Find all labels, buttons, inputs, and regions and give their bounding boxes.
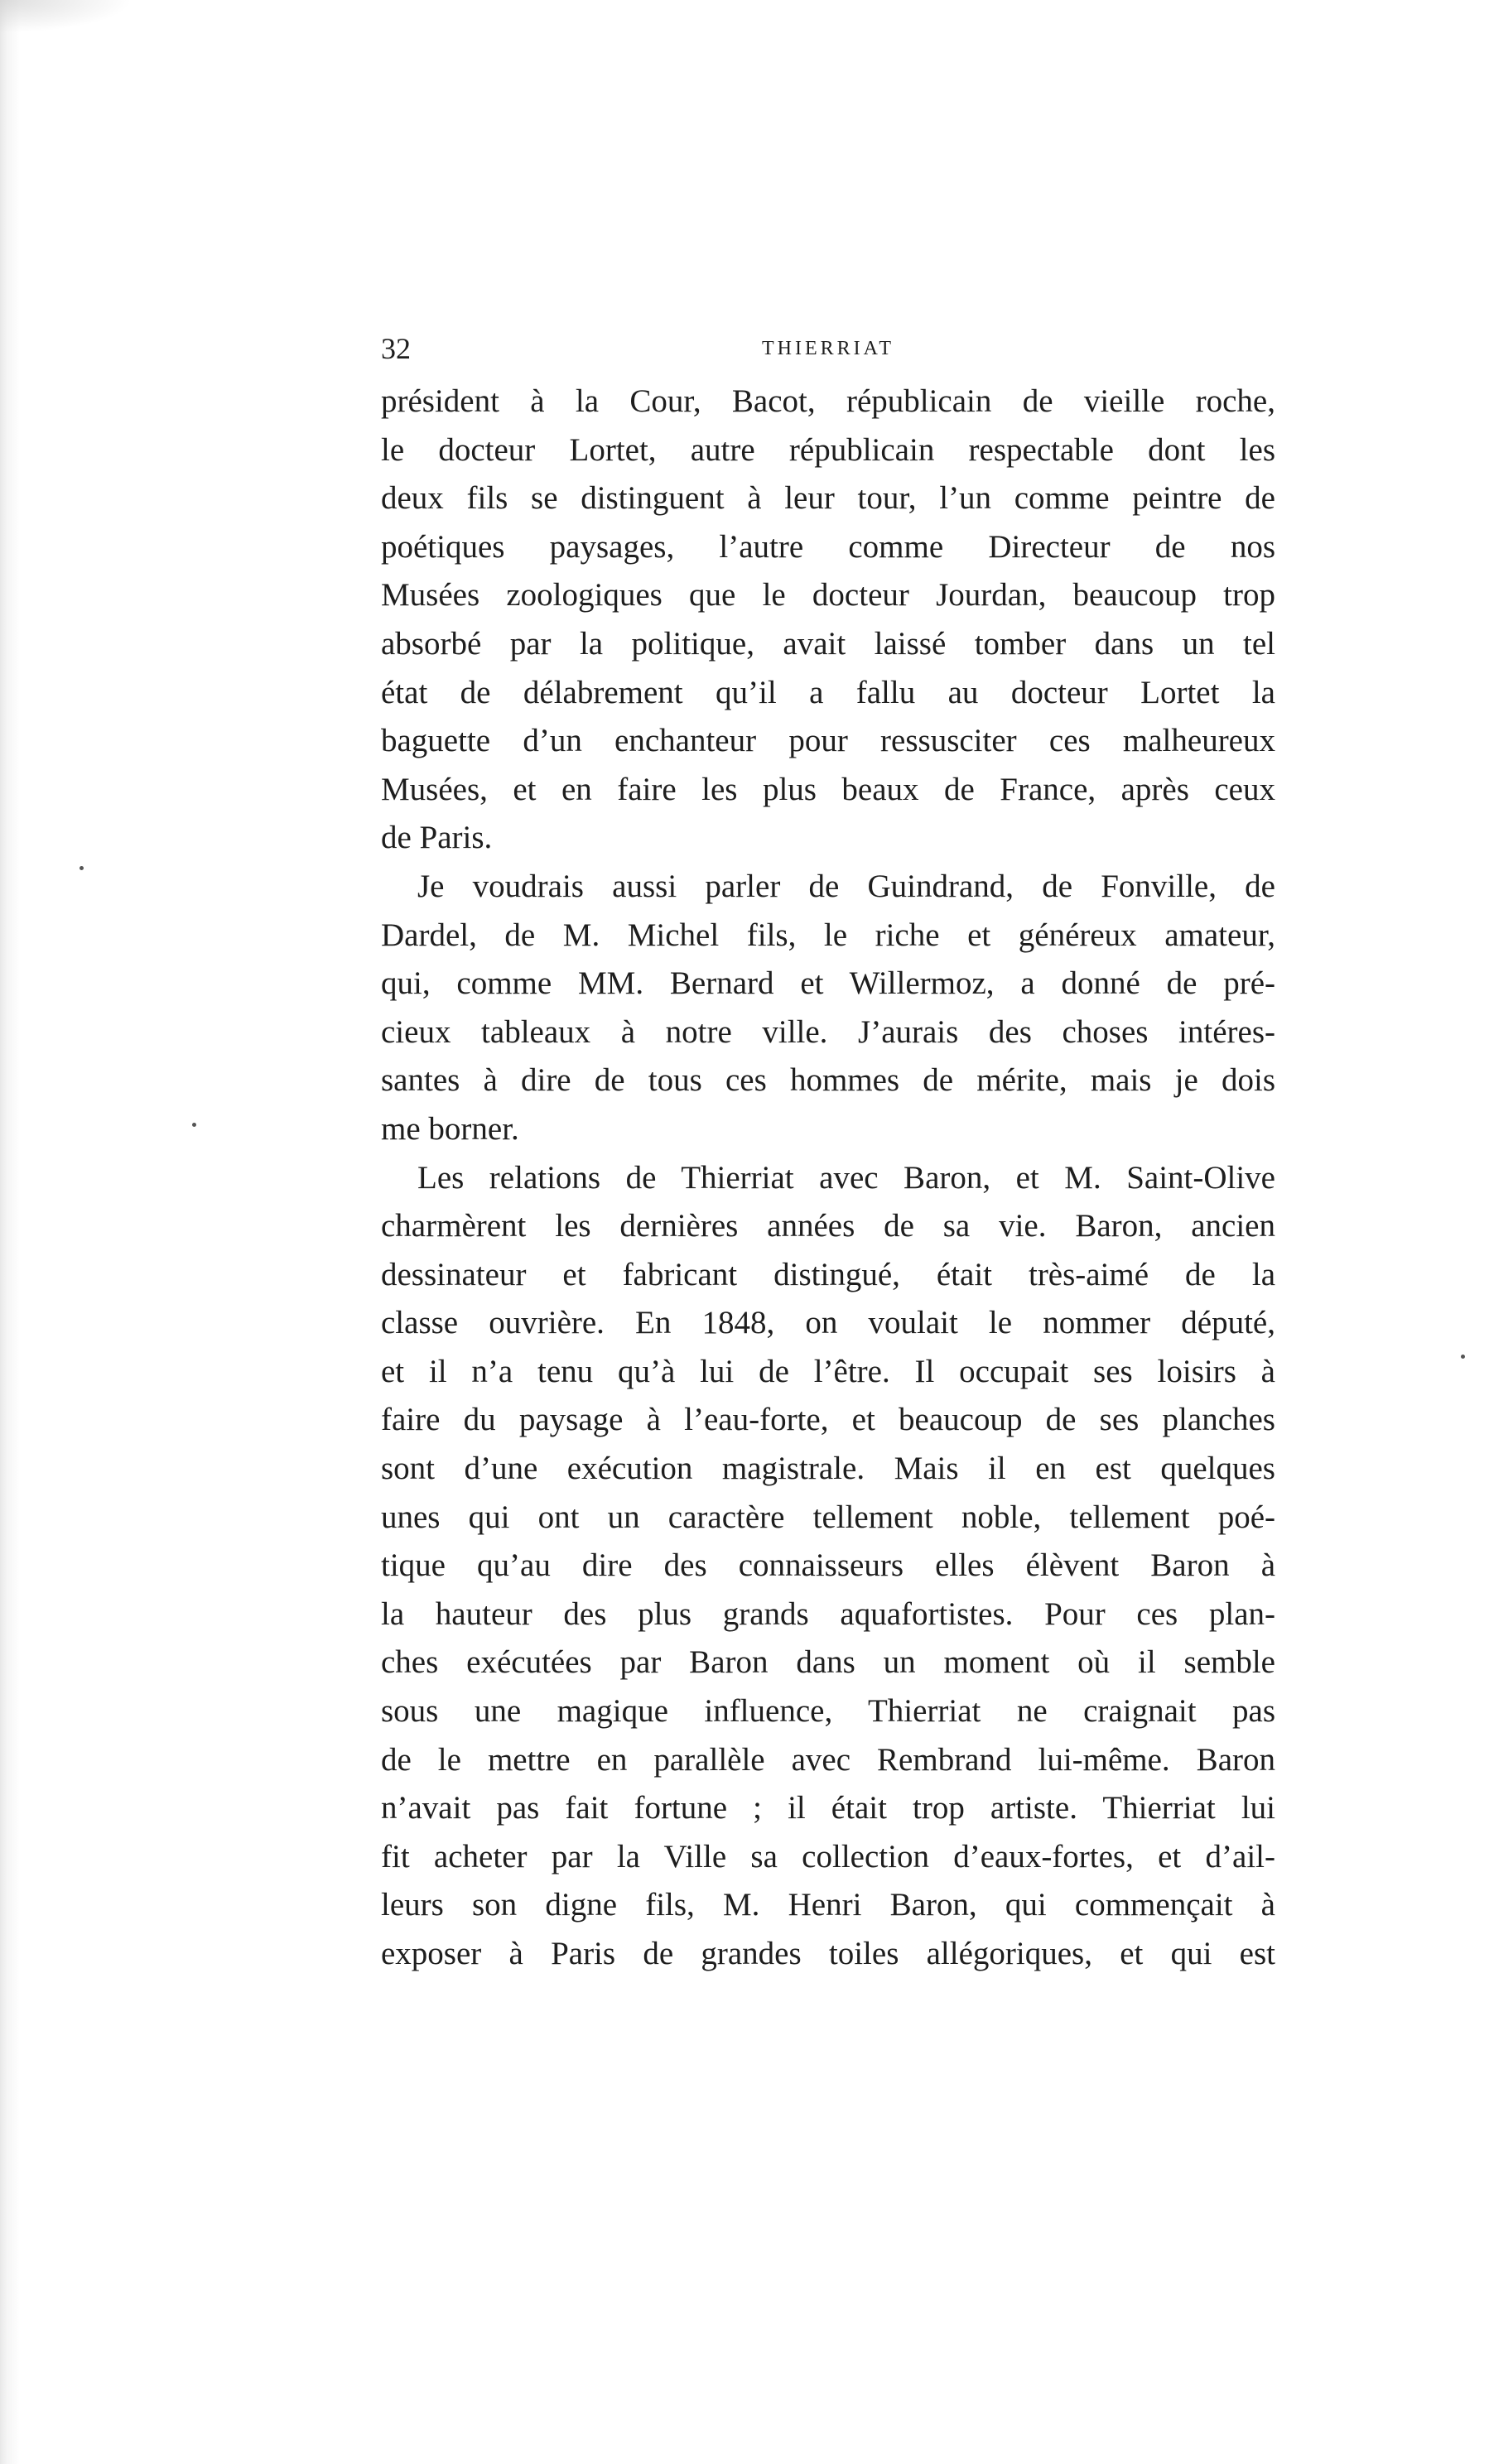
text-line: leurs son digne fils, M. Henri Baron, qui commençait à [381,1887,1275,1923]
page-corner-smudge [0,0,133,33]
text-line: classe ouvrière. En 1848, on voulait le nommer député, [381,1305,1275,1341]
text-line: Musées zoologiques que le docteur Jourdan, beaucoup trop [381,577,1275,614]
text-line: deux fils se distinguent à leur tour, l’un comme peintre de [381,480,1275,517]
text-line: faire du paysage à l’eau-forte, et beaucoup de ses planches [381,1402,1275,1438]
ink-speck [192,1123,196,1127]
text-line: unes qui ont un caractère tellement noble, tellement poé- [381,1499,1275,1535]
page-header [381,328,1275,369]
text-line: Je voudrais aussi parler de Guindrand, de Fonville, de [417,868,1275,904]
text-line: le docteur Lortet, autre républicain respectable dont les [381,431,1275,468]
text-line: président à la Cour, Bacot, républicain de vieille roche, [381,383,1275,419]
text-line: fit acheter par la Ville sa collection d’eaux-fortes, et d’ail- [381,1838,1275,1874]
text-line: me borner. [381,1110,519,1147]
text-line: absorbé par la politique, avait laissé tomber dans un tel [381,625,1275,662]
text-line: santes à dire de tous ces hommes de mérite, mais je dois [381,1062,1275,1099]
text-line: la hauteur des plus grands aquafortistes. Pour ces plan- [381,1595,1275,1632]
text-line: baguette d’un enchanteur pour ressusciter ces malheureux [381,723,1275,759]
text-line: Dardel, de M. Michel fils, le riche et généreux amateur, [381,917,1275,953]
body-text [381,378,1275,1979]
text-line: n’avait pas fait fortune ; il était trop artiste. Thierriat lui [381,1790,1275,1826]
ink-speck [1461,1355,1465,1359]
page-number: 32 [381,332,411,365]
text-line: Les relations de Thierriat avec Baron, et M. Saint-Olive [417,1159,1275,1196]
text-line: état de délabrement qu’il a fallu au docteur Lortet la [381,674,1275,710]
page-edge-shadow [0,0,20,2464]
text-line: de Paris. [381,820,493,856]
ink-speck [80,866,84,870]
text-line: dessinateur et fabricant distingué, était très-aimé de la [381,1256,1275,1292]
running-head: THIERRIAT [762,338,894,359]
text-line: cieux tableaux à notre ville. J’aurais des choses intéres- [381,1013,1275,1050]
text-line: sont d’une exécution magistrale. Mais il en est quelques [381,1451,1275,1487]
text-line: de le mettre en parallèle avec Rembrand lui-même. Baron [381,1741,1275,1778]
text-line: exposer à Paris de grandes toiles allégoriques, et qui est [381,1936,1275,1971]
text-line: sous une magique influence, Thierriat ne craignait pas [381,1693,1275,1730]
text-line: qui, comme MM. Bernard et Willermoz, a donné de pré- [381,965,1275,1002]
text-line: poétiques paysages, l’autre comme Directeur de nos [381,528,1275,565]
text-line: et il n’a tenu qu’à lui de l’être. Il occupait ses loisirs à [381,1353,1275,1389]
text-line: charmèrent les dernières années de sa vie. Baron, ancien [381,1208,1275,1244]
text-line: ches exécutées par Baron dans un moment où il semble [381,1644,1275,1681]
text-line: Musées, et en faire les plus beaux de France, après ceux [381,771,1275,807]
text-line: tique qu’au dire des connaisseurs elles élèvent Baron à [381,1547,1275,1584]
